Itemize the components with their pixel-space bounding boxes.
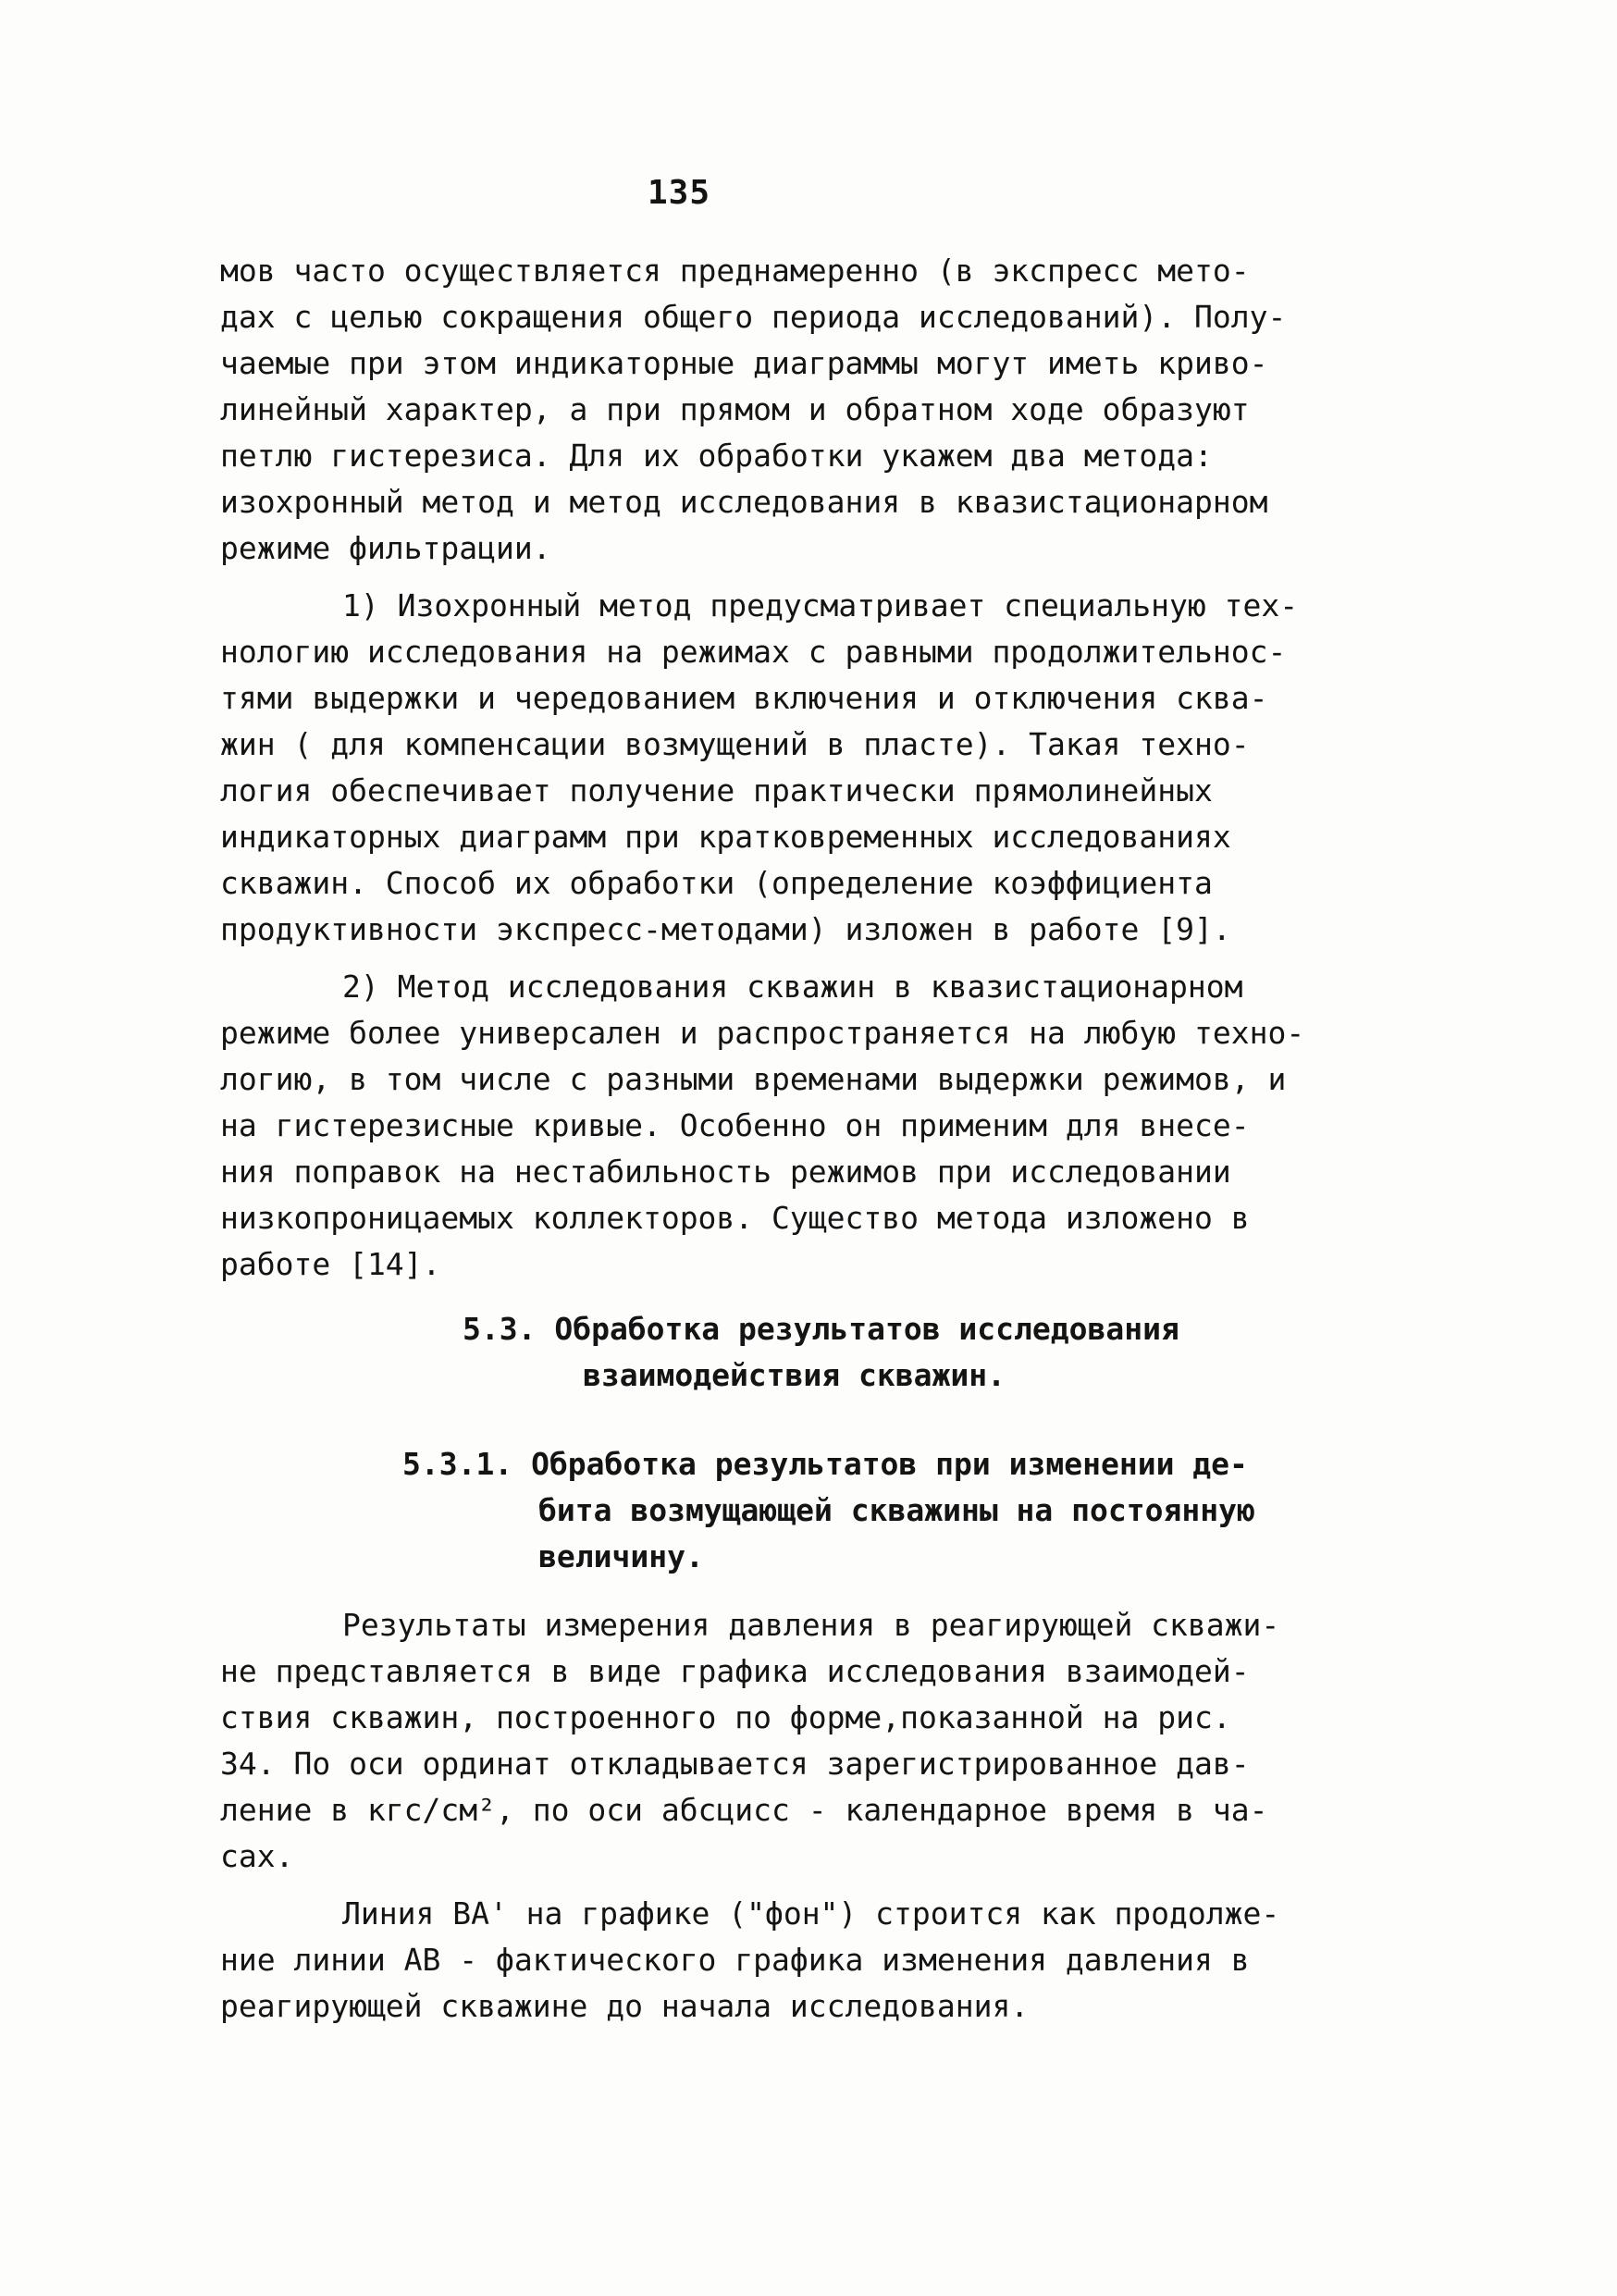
text-line: линейный характер, а при прямом и обратном ходе образуют: [220, 391, 1250, 427]
text-line: тями выдержки и чередованием включения и отключения сква-: [220, 680, 1268, 716]
text-line: 2) Метод исследования скважин в квазистационарном: [342, 969, 1243, 1005]
heading-line: бита возмущающей скважины на постоянную: [538, 1492, 1255, 1528]
text-line: логия обеспечивает получение практически прямолинейных: [220, 772, 1213, 809]
text-line: на гистерезисные кривые. Особенно он применим для внесе-: [220, 1107, 1250, 1143]
heading-line: 5.3. Обработка результатов исследования: [463, 1311, 1179, 1347]
heading-line: величину.: [538, 1538, 704, 1574]
text-line: ствия скважин, построенного по форме,показанной на рис.: [220, 1699, 1231, 1735]
heading-line: взаимодействия скважин.: [583, 1357, 1006, 1393]
text-line: продуктивности экспресс-методами) изложен в работе [9].: [220, 911, 1231, 947]
text-line: не представляется в виде графика исследования взаимодей-: [220, 1653, 1250, 1689]
text-line: 34. По оси ординат откладывается зарегистрированное дав-: [220, 1746, 1250, 1782]
text-line: мов часто осуществляется преднамеренно (в экспресс мето-: [220, 253, 1250, 289]
text-line: ление в кгс/см², по оси абсцисс - календарное время в ча-: [220, 1792, 1268, 1828]
text-line: Результаты измерения давления в реагирующей скважи-: [342, 1607, 1280, 1643]
text-line: режиме более универсален и распространяется на любую техно-: [220, 1015, 1305, 1051]
text-line: жин ( для компенсации возмущений в пласте). Такая техно-: [220, 726, 1250, 762]
text-line: дах с целью сокращения общего периода исследований). Полу-: [220, 299, 1287, 335]
text-line: ние линии АВ - фактического графика изменения давления в: [220, 1942, 1250, 1978]
text-line: индикаторных диаграмм при кратковременных исследованиях: [220, 819, 1231, 855]
text-line: изохронный метод и метод исследования в квазистационарном: [220, 484, 1268, 520]
text-line: режиме фильтрации.: [220, 530, 551, 566]
text-line: реагирующей скважине до начала исследования.: [220, 1988, 1030, 2024]
text-line: скважин. Способ их обработки (определение коэффициента: [220, 865, 1213, 901]
text-line: нологию исследования на режимах с равными продолжительнос-: [220, 634, 1287, 670]
text-line: ния поправок на нестабильность режимов при исследовании: [220, 1154, 1231, 1190]
text-line: логию, в том числе с разными временами выдержки режимов, и: [220, 1061, 1287, 1097]
text-line: петлю гистерезиса. Для их обработки укажем два метода:: [220, 438, 1213, 474]
text-line: чаемые при этом индикаторные диаграммы могут иметь криво-: [220, 345, 1268, 381]
text-line: сах.: [220, 1838, 294, 1874]
text-line: Линия ВА' на графике ("фон") строится как продолже-: [342, 1895, 1280, 1932]
page-number: 135: [647, 174, 711, 212]
heading-line: 5.3.1. Обработка результатов при изменении де-: [402, 1446, 1248, 1482]
text-line: низкопроницаемых коллекторов. Существо метода изложено в: [220, 1200, 1250, 1236]
text-line: работе [14].: [220, 1246, 441, 1282]
text-line: 1) Изохронный метод предусматривает специальную тех-: [342, 587, 1299, 623]
